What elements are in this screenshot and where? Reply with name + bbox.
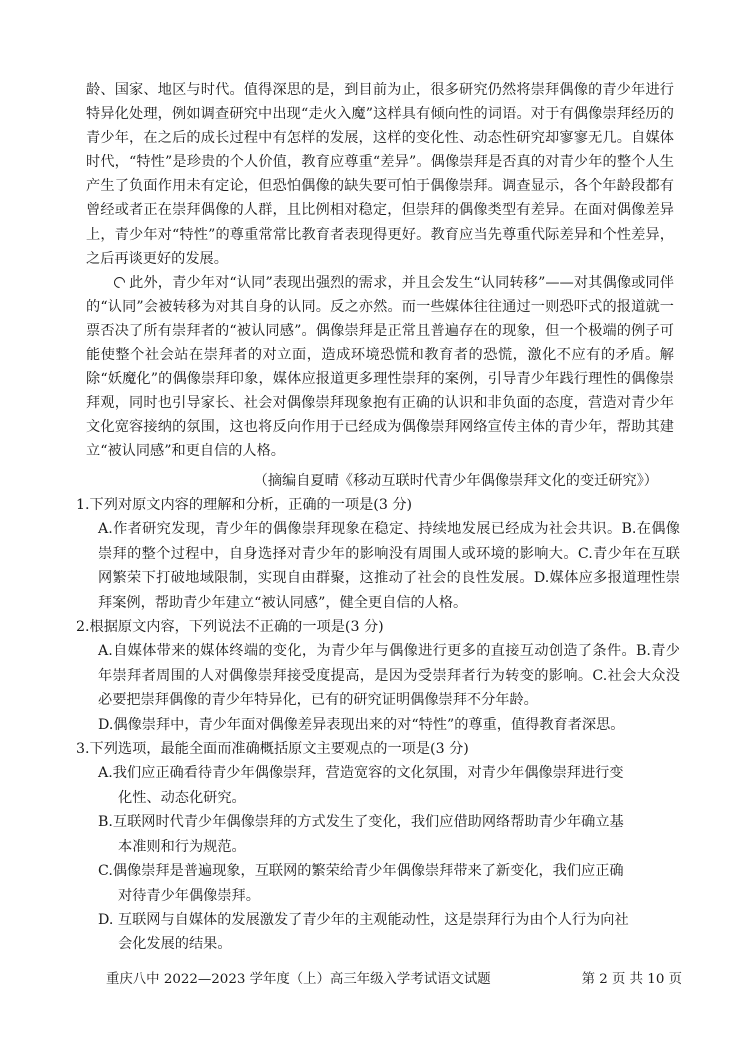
passage-paragraph-2: [86, 271, 674, 464]
passage-paragraph-2-text: 此外，青少年对“认同”表现出强烈的需求，并且会发生“认同转移”——对其偶像或同伴的“认同”会被转移为对其自身的认同。反之亦然。而一些媒体往往通过一则恐吓式的报道就一票否决了所有崇拜者的“被认同感”。偶像崇拜是正常且普遍存在的现象，但一个极端的例子可能使整个社会站在崇拜者的对立面，造成环境恐慌和教育者的恐慌，激化不应有的矛盾。解除“妖魔化”的偶像崇拜印象，媒体应报道更多理性崇拜的案例，引导青少年践行理性的偶像崇拜观，同时也引导家长、社会对偶像崇拜现象抱有正确的认识和非负面的态度，营造对青少年文化宽容接纳的氛围，这也将反向作用于已经成为偶像崇拜网络宣传主体的青少年，帮助其建立“被认同感”和更自信的人格。: [86, 274, 674, 460]
question-3: [76, 737, 680, 957]
question-1-options: A.作者研究发现，青少年的偶像崇拜现象在稳定、持续地发展已经成为社会共识。B.在偶像崇拜的整个过程中，自身选择对青少年的影响没有周围人或环境的影响大。C.青少年在互联网繁荣下打破地域限制，实现自由群聚，这推动了社会的良性发展。D.媒体应多报道理性崇拜案例，帮助青少年建立“被认同感”，健全更自信的人格。: [98, 521, 680, 611]
question-1: [76, 493, 680, 615]
exam-title: 重庆八中 2022—2023 学年度（上）高三年级入学考试语文试题: [106, 972, 491, 987]
question-3-stem: 3.下列选项，最能全面而准确概括原文主要观点的一项是(3 分): [76, 741, 469, 758]
question-3-option-b: [76, 810, 680, 859]
option-text-continued: 对待青少年偶像崇拜。: [118, 887, 260, 904]
option-text: D. 互联网与自媒体的发展激发了青少年的主观能动性，这是崇拜行为由个人行为向社: [98, 911, 629, 928]
question-3-option-c: [76, 859, 680, 908]
page-number: 第 2 页 共 10 页: [581, 972, 682, 987]
source-citation: （摘编自夏晴《移动互联时代青少年偶像崇拜文化的变迁研究》）: [253, 473, 658, 489]
question-2-options: A.自媒体带来的媒体终端的变化，为青少年与偶像进行更多的直接互动创造了条件。B.青少年崇拜者周围的人对偶像崇拜接受度提高，是因为受崇拜者行为转变的影响。C.社会大众没必要把崇拜偶像的青少年特异化，已有的研究证明偶像崇拜不分年龄。: [98, 643, 680, 709]
option-text-continued: 本准则和行为规范。: [118, 838, 246, 855]
question-1-stem: 1.下列对原文内容的理解和分析，正确的一项是(3 分): [76, 497, 413, 513]
circle-marker-icon: [112, 274, 128, 290]
option-text-continued: 会化发展的结果。: [118, 936, 232, 953]
question-list: [76, 493, 680, 957]
question-3-option-d: [76, 908, 680, 957]
question-3-option-a: [76, 761, 680, 810]
passage-paragraph-1: 龄、国家、地区与时代。值得深思的是，到目前为止，很多研究仍然将崇拜偶像的青少年进行特异化处理，例如调查研究中出现“走火入魔”这样具有倾向性的词语。对于有偶像崇拜经历的青少年，在之后的成长过程中有怎样的发展，这样的变化性、动态性研究却寥寥无几。自媒体时代，“特性”是珍贵的个人价值，教育应尊重“差异”。偶像崇拜是否真的对青少年的整个人生产生了负面作用未有定论，但恐怕偶像的缺失要可怕于偶像崇拜。调查显示，各个年龄段都有曾经或者正在崇拜偶像的人群，且比例相对稳定，但崇拜的偶像类型有差异。在面对偶像差异上，青少年对“特性”的尊重常常比教育者表现得更好。教育应当先尊重代际差异和个性差异，之后再谈更好的发展。: [86, 82, 674, 267]
question-2-stem: 2.根据原文内容，下列说法不正确的一项是(3 分): [76, 619, 384, 636]
option-text-continued: 化性、动态化研究。: [118, 789, 246, 806]
option-text: C.偶像崇拜是普遍现象，互联网的繁荣给青少年偶像崇拜带来了新变化，我们应正确: [98, 863, 624, 880]
option-text: B.互联网时代青少年偶像崇拜的方式发生了变化，我们应借助网络帮助青少年确立基: [98, 814, 624, 831]
option-text: A.我们应正确看待青少年偶像崇拜，营造宽容的文化氛围，对青少年偶像崇拜进行变: [98, 765, 624, 782]
question-2: [76, 615, 680, 737]
question-2-option-d: D.偶像崇拜中，青少年面对偶像差异表现出来的对“特性”的尊重，值得教育者深思。: [98, 716, 625, 733]
reading-passage: [86, 78, 674, 464]
